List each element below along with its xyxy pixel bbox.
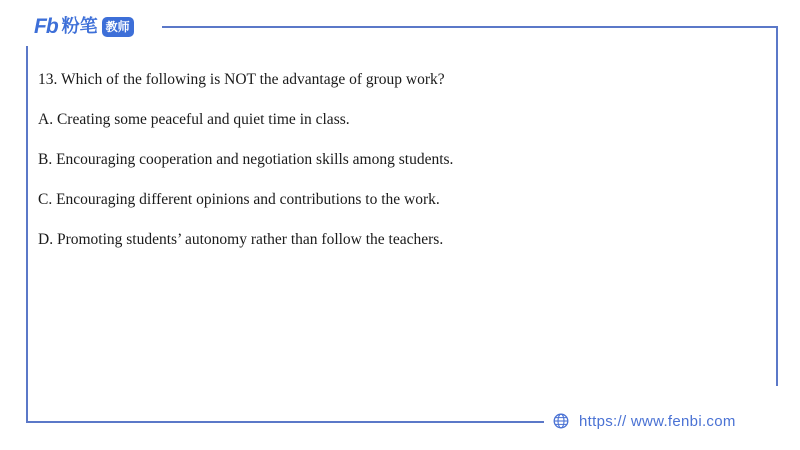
question-block xyxy=(38,70,758,270)
globe-icon xyxy=(553,413,569,429)
logo-badge: 教师 xyxy=(102,17,134,37)
option-b: B. Encouraging cooperation and negotiation skills among students. xyxy=(38,151,454,168)
frame-left-line xyxy=(26,46,28,423)
logo-brand-name: 粉笔 xyxy=(61,16,98,37)
option-c: C. Encouraging different opinions and contributions to the work. xyxy=(38,191,440,208)
brand-logo xyxy=(34,14,134,40)
frame-bottom-line xyxy=(26,421,544,423)
frame-top-line xyxy=(162,26,778,28)
option-d: D. Promoting students’ autonomy rather than follow the teachers. xyxy=(38,231,444,248)
question-stem: 13. Which of the following is NOT the advantage of group work? xyxy=(38,71,445,88)
website-link[interactable]: https:// www.fenbi.com xyxy=(579,412,736,430)
frame-right-line xyxy=(776,26,778,386)
option-a: A. Creating some peaceful and quiet time in class. xyxy=(38,111,350,128)
footer-url xyxy=(553,410,736,432)
logo-mark: Fb xyxy=(34,15,58,38)
